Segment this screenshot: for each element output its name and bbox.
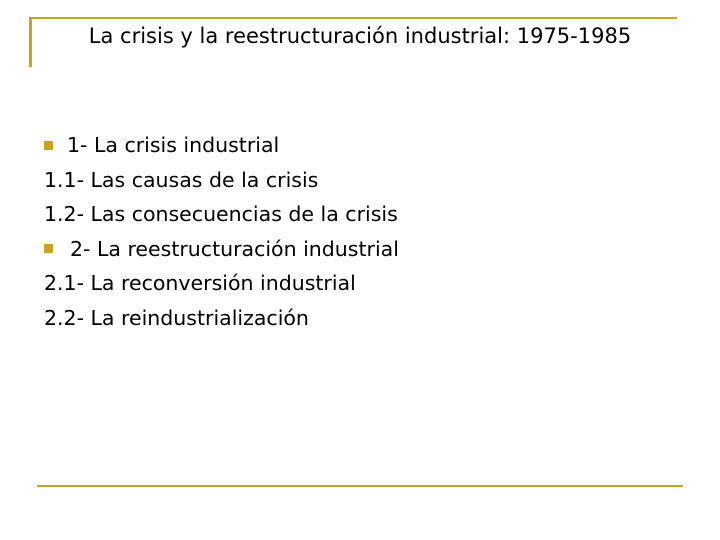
content-line-3 xyxy=(44,197,684,232)
title-frame-left-rule xyxy=(29,17,32,67)
content-line-6 xyxy=(44,301,684,336)
content-line-text: 1.1- Las causas de la crisis xyxy=(44,167,319,192)
square-bullet-icon xyxy=(44,141,53,150)
content-line-text: 1.2- Las consecuencias de la crisis xyxy=(44,202,398,226)
square-bullet-icon xyxy=(44,244,53,253)
content-line-1 xyxy=(44,128,684,163)
content-line-5 xyxy=(44,266,684,301)
content-line-text: 2.1- La reconversión industrial xyxy=(44,271,356,295)
slide-title: La crisis y la reestructuración industrial: 1975-1985 xyxy=(88,24,632,48)
bottom-rule xyxy=(37,485,683,487)
slide-content xyxy=(44,128,684,335)
content-line-text: 1- La crisis industrial xyxy=(67,133,280,157)
content-line-2 xyxy=(44,163,684,198)
title-frame-top-rule xyxy=(29,17,677,19)
content-line-text: 2.2- La reindustrialización xyxy=(44,305,309,330)
content-line-text: 2- La reestructuración industrial xyxy=(70,236,399,261)
content-line-4 xyxy=(44,232,684,267)
